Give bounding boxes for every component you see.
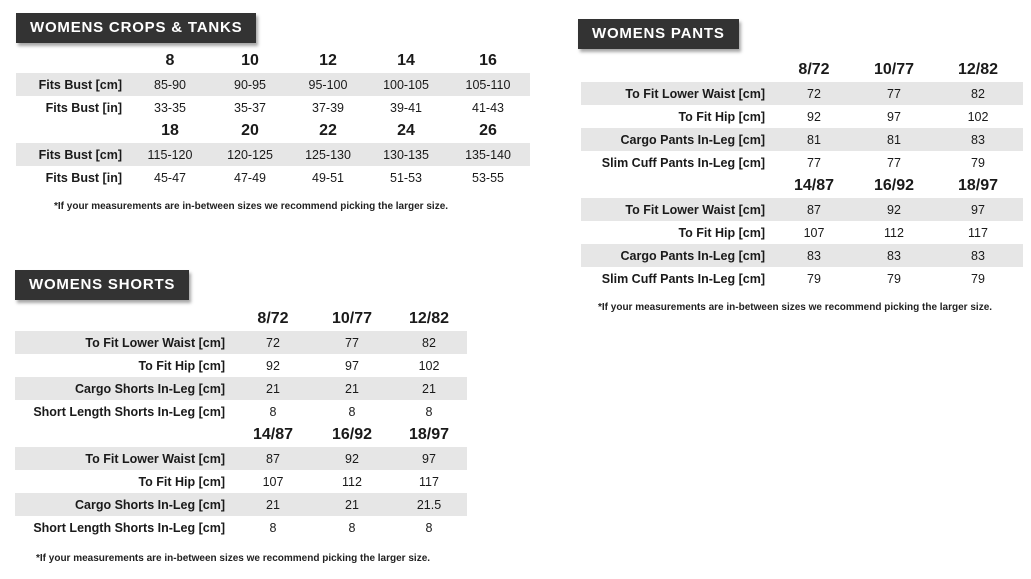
size-label: 10/77 — [331, 310, 373, 327]
row-label: Fits Bust [in] — [45, 100, 122, 115]
crops-title-banner: WOMENS CROPS & TANKS — [16, 13, 256, 43]
row-label: To Fit Hip [cm] — [678, 225, 765, 240]
table-cell: 8 — [348, 520, 356, 535]
table-row — [15, 354, 467, 377]
table-cell: 72 — [233, 331, 313, 354]
table-cell: 53-55 — [472, 170, 504, 185]
size-label: 26 — [479, 122, 497, 139]
crops-size-table — [16, 49, 530, 189]
table-cell: 8 — [269, 520, 277, 535]
row-label: Fits Bust [cm] — [16, 143, 130, 166]
table-cell: 92 — [313, 447, 391, 470]
table-cell: 97 — [887, 109, 901, 124]
table-cell: 79 — [971, 155, 985, 170]
size-label: 10 — [241, 52, 259, 69]
size-label: 14/87 — [252, 426, 294, 443]
table-cell: 51-53 — [390, 170, 422, 185]
table-cell: 115-120 — [130, 143, 210, 166]
size-label: 8 — [165, 52, 175, 69]
table-cell: 117 — [968, 225, 988, 240]
table-row — [15, 447, 467, 470]
shorts-size-header-row — [15, 423, 467, 447]
row-label: Slim Cuff Pants In-Leg [cm] — [601, 271, 765, 286]
shorts-size-note: *If your measurements are in-between sizes we recommend picking the larger size. — [36, 553, 431, 564]
table-cell: 72 — [773, 82, 855, 105]
table-cell: 21 — [233, 377, 313, 400]
table-cell: 90-95 — [210, 73, 290, 96]
row-label: Fits Bust [cm] — [16, 73, 130, 96]
table-row — [16, 143, 530, 166]
table-cell: 130-135 — [366, 143, 446, 166]
row-label: To Fit Lower Waist [cm] — [581, 198, 773, 221]
table-cell: 8 — [425, 404, 433, 419]
pants-size-note: *If your measurements are in-between sizes we recommend picking the larger size. — [598, 302, 993, 313]
shorts-size-header-row — [15, 307, 467, 331]
table-cell: 125-130 — [290, 143, 366, 166]
crops-size-header-row — [16, 119, 530, 143]
table-row — [581, 82, 1023, 105]
table-row — [581, 151, 1023, 174]
table-cell: 41-43 — [472, 100, 504, 115]
table-cell: 85-90 — [130, 73, 210, 96]
table-cell: 47-49 — [234, 170, 266, 185]
table-row — [581, 105, 1023, 128]
table-cell: 81 — [855, 128, 933, 151]
table-row — [15, 400, 467, 423]
row-label: To Fit Lower Waist [cm] — [15, 447, 233, 470]
table-cell: 92 — [855, 198, 933, 221]
table-cell: 97 — [391, 447, 467, 470]
size-label: 12/82 — [408, 310, 450, 327]
shorts-title-banner: WOMENS SHORTS — [15, 270, 189, 300]
table-cell: 87 — [773, 198, 855, 221]
table-row — [581, 198, 1023, 221]
size-label: 12 — [319, 52, 337, 69]
table-cell: 21 — [313, 377, 391, 400]
table-cell: 49-51 — [312, 170, 344, 185]
size-label: 18/97 — [408, 426, 450, 443]
size-label: 10/77 — [873, 61, 915, 78]
row-label: Slim Cuff Pants In-Leg [cm] — [601, 155, 765, 170]
size-label: 8/72 — [798, 61, 830, 78]
row-label: To Fit Hip [cm] — [138, 474, 225, 489]
table-cell: 21 — [313, 493, 391, 516]
crops-size-note: *If your measurements are in-between sizes we recommend picking the larger size. — [54, 201, 449, 212]
table-cell: 8 — [425, 520, 433, 535]
table-cell: 77 — [855, 82, 933, 105]
table-cell: 100-105 — [366, 73, 446, 96]
table-cell: 105-110 — [446, 73, 530, 96]
table-cell: 77 — [887, 155, 901, 170]
table-cell: 92 — [807, 109, 821, 124]
table-cell: 117 — [419, 474, 439, 489]
size-label: 16 — [479, 52, 497, 69]
table-cell: 35-37 — [234, 100, 266, 115]
table-row — [16, 96, 530, 119]
table-row — [15, 470, 467, 493]
row-label: To Fit Hip [cm] — [678, 109, 765, 124]
table-cell: 83 — [933, 128, 1023, 151]
size-label: 20 — [241, 122, 259, 139]
table-cell: 97 — [345, 358, 359, 373]
table-cell: 87 — [233, 447, 313, 470]
table-cell: 8 — [348, 404, 356, 419]
table-cell: 107 — [262, 474, 284, 489]
pants-size-table — [581, 58, 1023, 290]
row-label: Cargo Pants In-Leg [cm] — [581, 244, 773, 267]
table-row — [16, 166, 530, 189]
table-cell: 102 — [418, 358, 440, 373]
table-cell: 79 — [887, 271, 901, 286]
size-label: 22 — [319, 122, 337, 139]
pants-size-header-row — [581, 174, 1023, 198]
table-cell: 92 — [266, 358, 280, 373]
row-label: Cargo Shorts In-Leg [cm] — [15, 377, 233, 400]
size-label: 18 — [161, 122, 179, 139]
row-label: Short Length Shorts In-Leg [cm] — [33, 520, 225, 535]
size-label: 8/72 — [257, 310, 289, 327]
row-label: Short Length Shorts In-Leg [cm] — [33, 404, 225, 419]
table-cell: 21 — [391, 377, 467, 400]
table-cell: 33-35 — [154, 100, 186, 115]
pants-title-banner: WOMENS PANTS — [578, 19, 739, 49]
size-label: 12/82 — [957, 61, 999, 78]
table-cell: 21.5 — [391, 493, 467, 516]
table-cell: 83 — [933, 244, 1023, 267]
pants-size-header-row — [581, 58, 1023, 82]
table-cell: 77 — [313, 331, 391, 354]
table-cell: 112 — [884, 225, 904, 240]
size-label: 16/92 — [873, 177, 915, 194]
table-row — [581, 244, 1023, 267]
table-row — [581, 128, 1023, 151]
row-label: To Fit Lower Waist [cm] — [15, 331, 233, 354]
row-label: To Fit Hip [cm] — [138, 358, 225, 373]
crops-size-header-row — [16, 49, 530, 73]
table-cell: 77 — [807, 155, 821, 170]
row-label: Cargo Shorts In-Leg [cm] — [15, 493, 233, 516]
table-cell: 107 — [803, 225, 825, 240]
row-label: To Fit Lower Waist [cm] — [581, 82, 773, 105]
table-cell: 21 — [233, 493, 313, 516]
size-label: 14 — [397, 52, 415, 69]
table-cell: 120-125 — [210, 143, 290, 166]
table-cell: 83 — [773, 244, 855, 267]
shorts-size-table — [15, 307, 467, 539]
size-label: 16/92 — [331, 426, 373, 443]
size-label: 14/87 — [793, 177, 835, 194]
table-cell: 112 — [342, 474, 362, 489]
table-cell: 8 — [269, 404, 277, 419]
table-row — [15, 493, 467, 516]
table-row — [15, 377, 467, 400]
table-cell: 95-100 — [290, 73, 366, 96]
table-cell: 82 — [391, 331, 467, 354]
table-row — [581, 267, 1023, 290]
table-row — [581, 221, 1023, 244]
table-cell: 81 — [773, 128, 855, 151]
table-row — [16, 73, 530, 96]
table-cell: 83 — [855, 244, 933, 267]
row-label: Fits Bust [in] — [45, 170, 122, 185]
table-row — [15, 331, 467, 354]
table-cell: 45-47 — [154, 170, 186, 185]
table-cell: 82 — [933, 82, 1023, 105]
size-label: 24 — [397, 122, 415, 139]
table-cell: 79 — [971, 271, 985, 286]
table-cell: 97 — [933, 198, 1023, 221]
table-cell: 135-140 — [446, 143, 530, 166]
table-cell: 39-41 — [390, 100, 422, 115]
table-cell: 102 — [967, 109, 989, 124]
size-label: 18/97 — [957, 177, 999, 194]
table-row — [15, 516, 467, 539]
table-cell: 79 — [807, 271, 821, 286]
table-cell: 37-39 — [312, 100, 344, 115]
row-label: Cargo Pants In-Leg [cm] — [581, 128, 773, 151]
